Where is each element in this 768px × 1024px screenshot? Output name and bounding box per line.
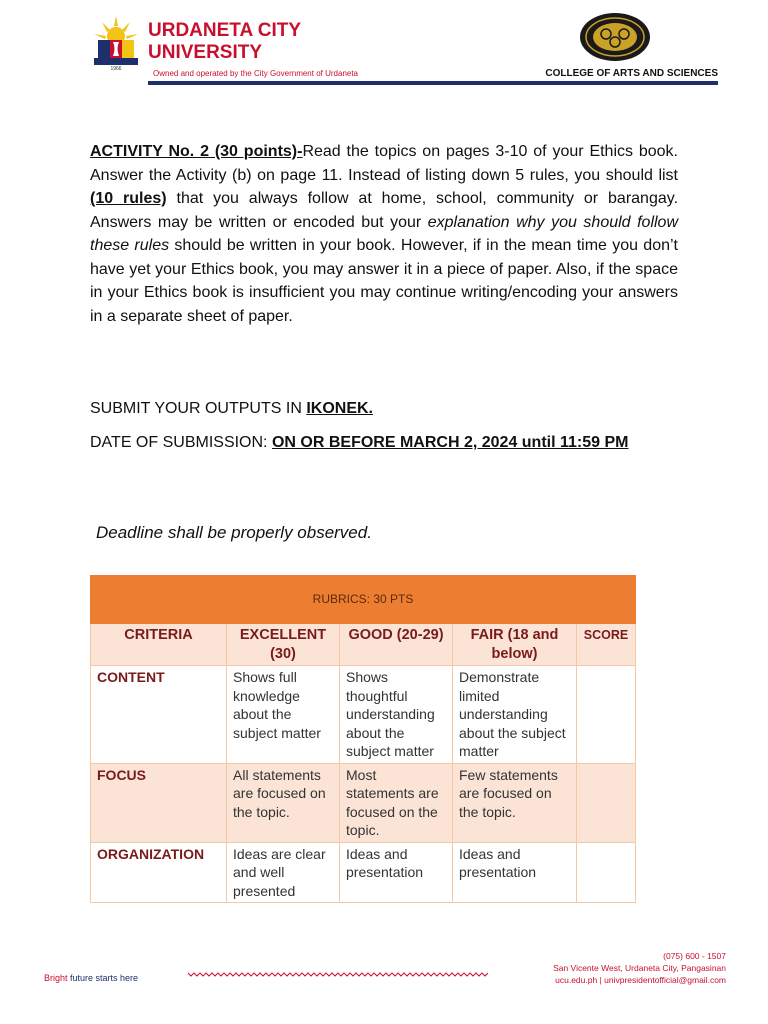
fair-cell: Ideas and presentation (453, 842, 577, 903)
logo-year: 1966 (110, 66, 122, 72)
date-value: ON OR BEFORE MARCH 2, 2024 until 11:59 PM (271, 434, 629, 451)
activity-text-3: should be written in your book. However, if in the mean time you don’t have yet your Ethics book, you may answer it in a piece of paper. Also, if the space in your Ethics book is insufficient you may continue writing/encoding your answers in a separate sheet of paper. (90, 237, 679, 325)
tagline-bright: Bright (44, 973, 68, 983)
table-row (91, 763, 636, 842)
table-row (91, 666, 636, 764)
excellent-cell: Ideas are clear and well presented (227, 842, 340, 903)
good-cell: Ideas and presentation (340, 842, 453, 903)
criteria-cell: FOCUS (91, 763, 227, 842)
excellent-cell: All statements are focused on the topic. (227, 763, 340, 842)
footer-contact (553, 950, 726, 986)
header-divider (148, 81, 718, 85)
header-good: GOOD (20-29) (340, 624, 453, 666)
footer-decorative-border (188, 972, 488, 977)
header-fair: FAIR (18 and below) (453, 624, 577, 666)
good-cell: Shows thoughtful understanding about the subject matter (340, 666, 453, 764)
tagline-rest: future starts here (67, 973, 139, 983)
university-name-line1: URDANETA CITY (148, 20, 302, 41)
header-score: SCORE (577, 624, 636, 666)
footer-address: San Vicente West, Urdaneta City, Pangasinan (553, 963, 726, 973)
page-header (0, 0, 768, 90)
criteria-cell: CONTENT (91, 666, 227, 764)
activity-text-1: Read the topics on pages 3-10 of your Ethics book. Answer the Activity (b) on page 11. Instead of listing down 5 rules, you should list (90, 143, 678, 184)
fair-cell: Demonstrate limited understanding about the subject matter (453, 666, 577, 764)
rubric-title: RUBRICS: 30 PTS (91, 576, 636, 624)
score-cell (577, 666, 636, 764)
header-criteria: CRITERIA (91, 624, 227, 666)
submit-instruction (90, 397, 678, 421)
criteria-cell: ORGANIZATION (91, 842, 227, 903)
college-seal-icon (578, 12, 652, 62)
university-logo-icon (88, 12, 144, 72)
university-name (148, 20, 301, 64)
owned-by-text: Owned and operated by the City Government of Urdaneta (153, 69, 359, 78)
footer-phone: (075) 600 - 1507 (663, 951, 726, 961)
footer-links[interactable]: ucu.edu.ph | univpresidentofficial@gmail.com (555, 975, 726, 985)
good-cell: Most statements are focused on the topic. (340, 763, 453, 842)
submit-platform: IKONEK. (306, 400, 373, 417)
rubric-title-row (91, 576, 636, 624)
activity-rules-count: (10 rules) (90, 190, 167, 207)
rubric-table (90, 575, 636, 903)
excellent-cell: Shows full knowledge about the subject matter (227, 666, 340, 764)
activity-text-2: that you always follow at home, school, community or barangay. Answers may be written or encoded but your (90, 190, 679, 231)
fair-cell: Few statements are focused on the topic. (453, 763, 577, 842)
table-row (91, 842, 636, 903)
header-excellent: EXCELLENT (30) (227, 624, 340, 666)
footer-tagline (44, 973, 138, 983)
college-name: COLLEGE OF ARTS AND SCIENCES (545, 68, 718, 79)
activity-paragraph (90, 140, 678, 328)
score-cell (577, 763, 636, 842)
activity-heading: ACTIVITY No. 2 (30 points)- (90, 143, 303, 160)
score-cell (577, 842, 636, 903)
submission-date (90, 431, 678, 455)
university-name-line2: UNIVERSITY (148, 42, 263, 63)
submit-label: SUBMIT YOUR OUTPUTS IN (90, 400, 307, 417)
date-label: DATE OF SUBMISSION: (90, 434, 272, 451)
rubric-header-row (91, 624, 636, 666)
deadline-note: Deadline shall be properly observed. (96, 523, 372, 542)
activity-italic-text: explanation why you should follow these rules (90, 213, 679, 254)
